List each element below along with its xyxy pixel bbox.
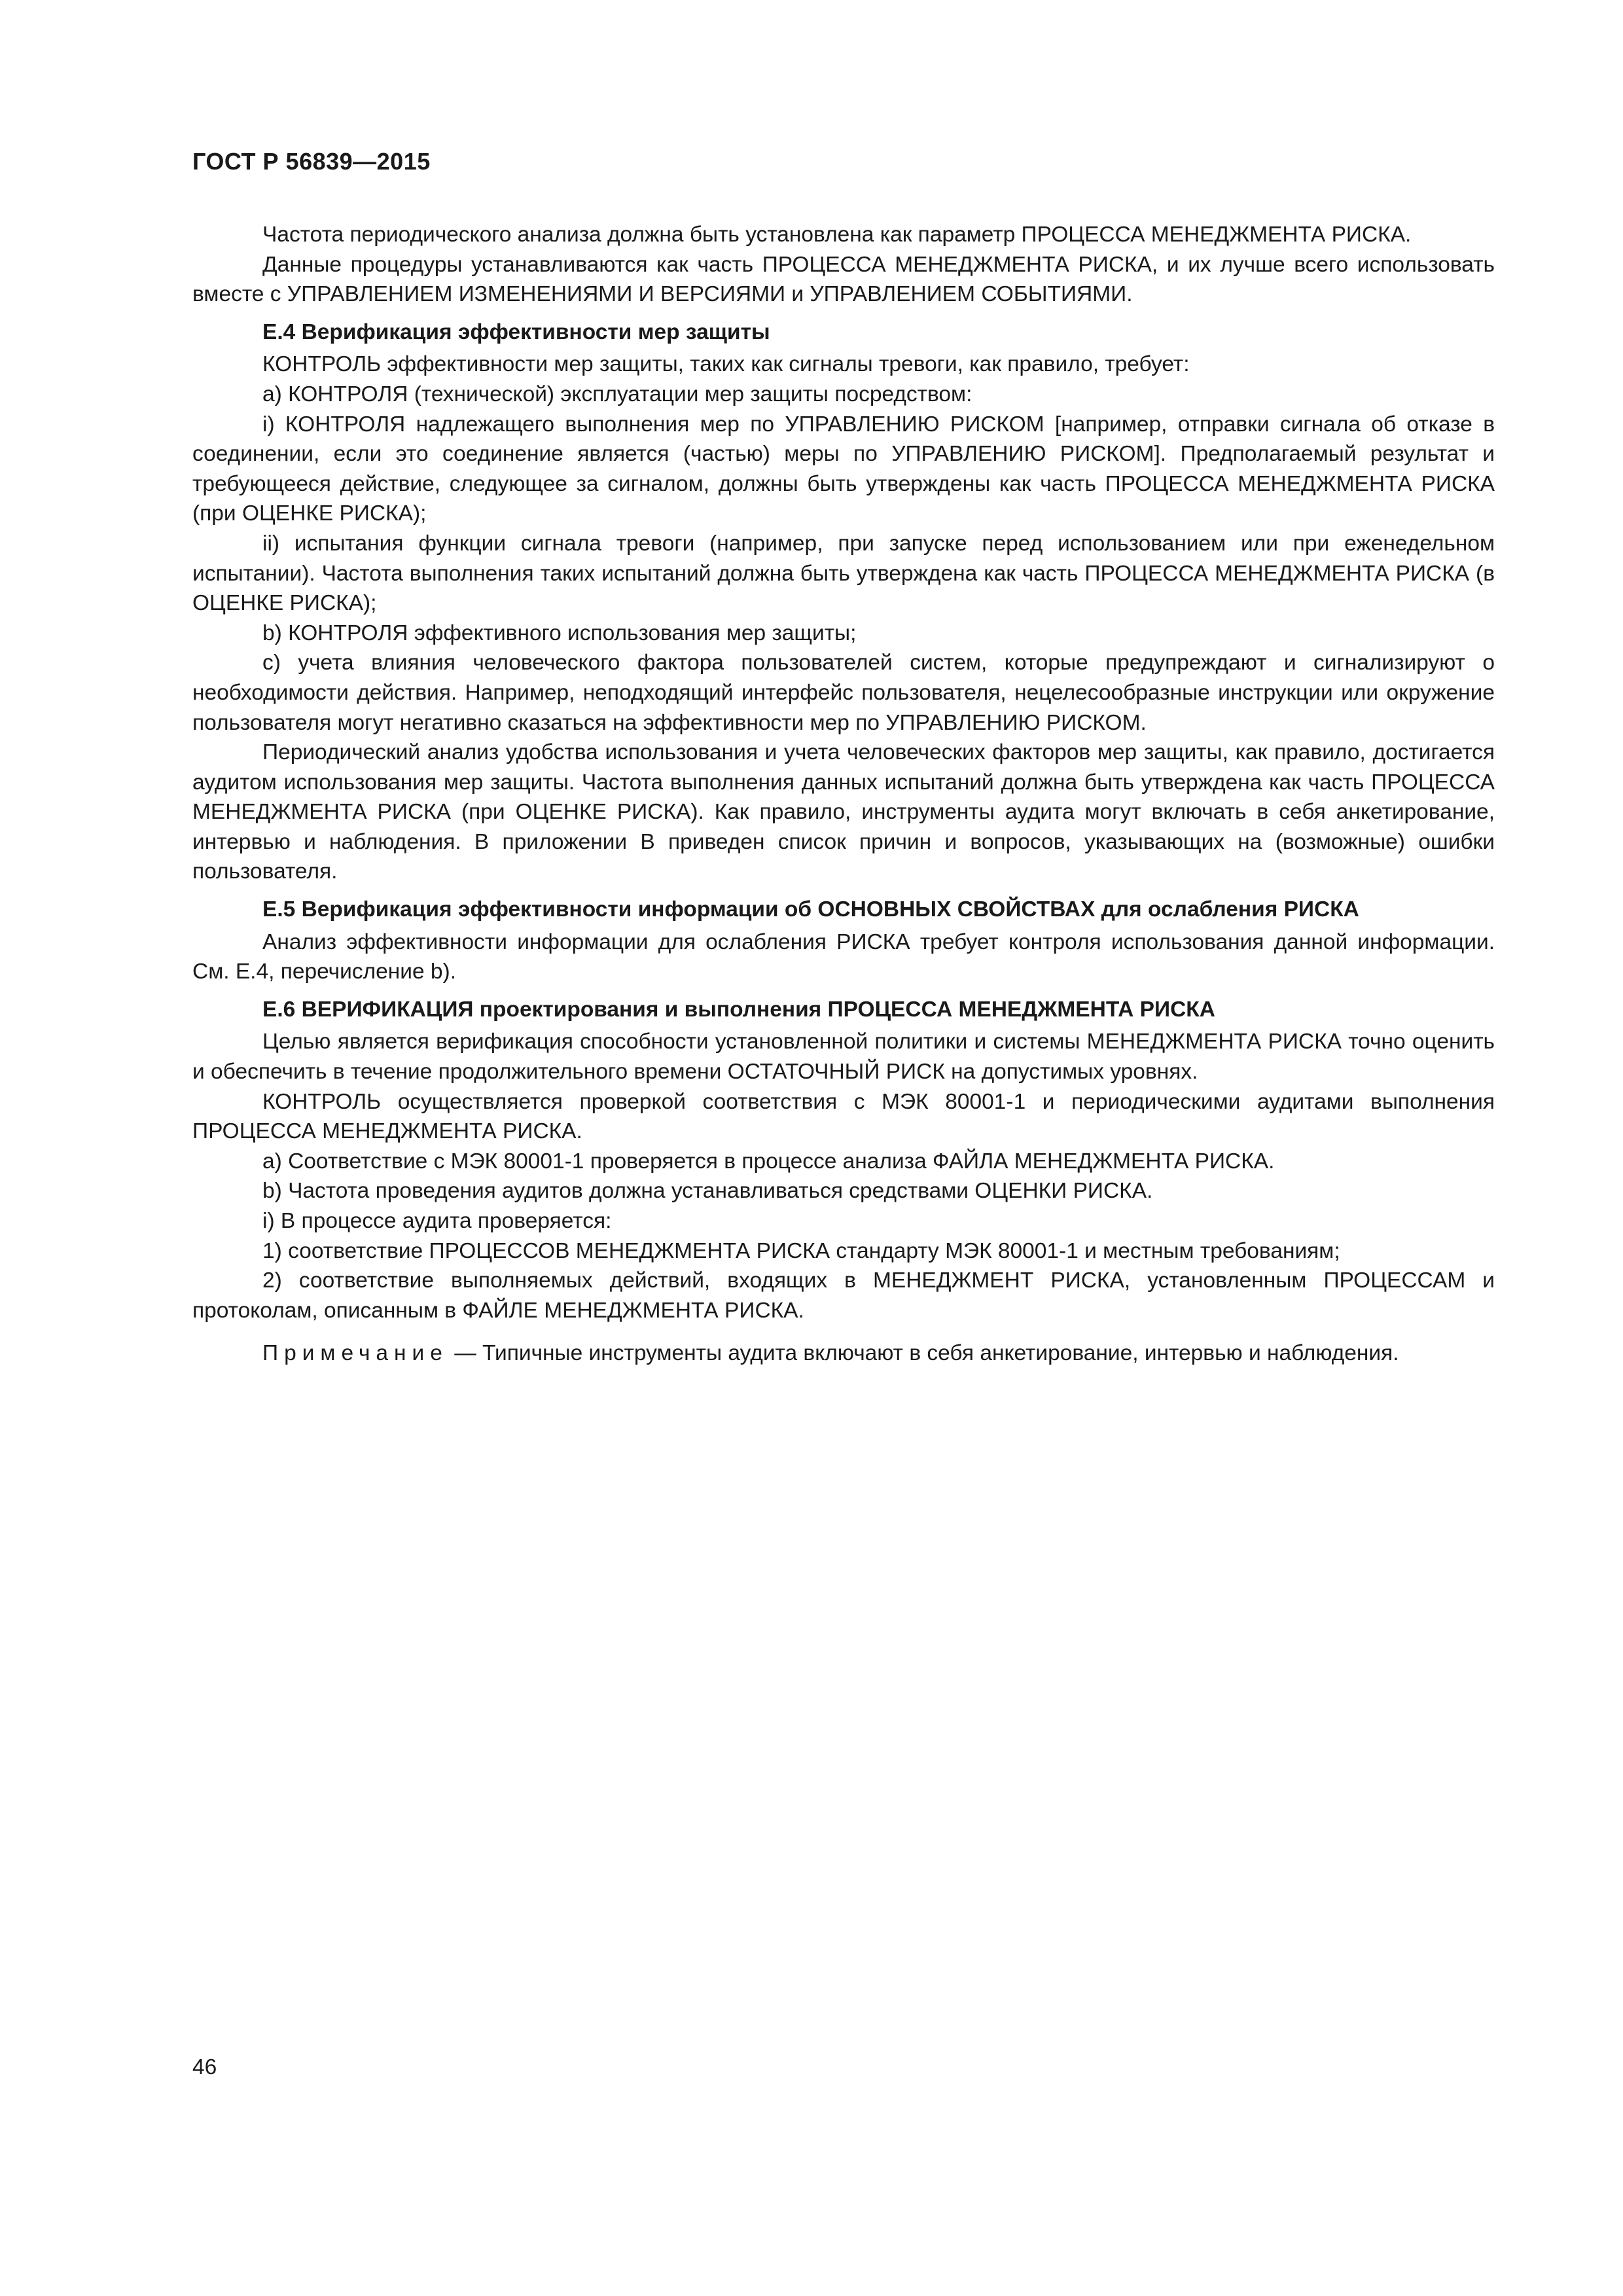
document-header: ГОСТ Р 56839—2015 xyxy=(192,148,431,175)
list-item: i) КОНТРОЛЯ надлежащего выполнения мер по УПРАВЛЕНИЮ РИСКОМ [например, отправки сигнала об отказе в соединении, если это соединение является (частью) меры по УПРАВЛЕНИЮ РИСКОМ]. Предполагаемый результат и требующееся действие, следующее за сигналом, должны быть утверждены как часть ПРОЦЕССА МЕНЕДЖМЕНТА РИСКА (при ОЦЕНКЕ РИСКА); xyxy=(192,412,1495,526)
note-text: — Типичные инструменты аудита включают в себя анкетирование, интервью и наблюдения. xyxy=(448,1341,1399,1366)
paragraph: Анализ эффективности информации для ослабления РИСКА требует контроля использования данной информации. См. Е.4, перечисление b). xyxy=(192,929,1495,984)
list-item: a) КОНТРОЛЯ (технической) эксплуатации мер защиты посредством: xyxy=(262,382,972,406)
list-item: a) Соответствие с МЭК 80001-1 проверяется в процессе анализа ФАЙЛА МЕНЕДЖМЕНТА РИСКА. xyxy=(262,1149,1275,1174)
list-item: b) КОНТРОЛЯ эффективного использования мер защиты; xyxy=(262,620,857,645)
section-heading-e6: Е.6 ВЕРИФИКАЦИЯ проектирования и выполнения ПРОЦЕССА МЕНЕДЖМЕНТА РИСКА xyxy=(262,997,1215,1022)
list-item: ii) испытания функции сигнала тревоги (например, при запуске перед использованием или при еженедельном испытании). Частота выполнения таких испытаний должна быть утверждена как часть ПРОЦЕССА МЕНЕДЖМЕНТА РИСКА (в ОЦЕНКЕ РИСКА); xyxy=(192,531,1495,616)
paragraph: Целью является верификация способности установленной политики и системы МЕНЕДЖМЕНТА РИСКА точно оценить и обеспечить в течение продолжительного времени ОСТАТОЧНЫЙ РИСК на допустимых уровнях. xyxy=(192,1030,1495,1085)
note xyxy=(192,1338,1495,1369)
paragraph: КОНТРОЛЬ эффективности мер защиты, таких как сигналы тревоги, как правило, требует: xyxy=(262,352,1190,377)
paragraph: КОНТРОЛЬ осуществляется проверкой соответствия с МЭК 80001-1 и периодическими аудитами выполнения ПРОЦЕССА МЕНЕДЖМЕНТА РИСКА. xyxy=(192,1089,1495,1144)
list-item: i) В процессе аудита проверяется: xyxy=(262,1209,612,1233)
page-number: 46 xyxy=(192,2055,217,2079)
list-item: b) Частота проведения аудитов должна устанавливаться средствами ОЦЕНКИ РИСКА. xyxy=(262,1179,1153,1204)
paragraph: Частота периодического анализа должна быть установлена как параметр ПРОЦЕССА МЕНЕДЖМЕНТА РИСКА. xyxy=(262,223,1412,247)
document-body xyxy=(192,220,1495,1369)
list-item: 1) соответствие ПРОЦЕССОВ МЕНЕДЖМЕНТА РИСКА стандарту МЭК 80001-1 и местным требованиям; xyxy=(262,1238,1340,1263)
paragraph: Периодический анализ удобства использования и учета человеческих факторов мер защиты, как правило, достигается аудитом использования мер защиты. Частота выполнения данных испытаний должна быть утверждена как часть ПРОЦЕССА МЕНЕДЖМЕНТА РИСКА (при ОЦЕНКЕ РИСКА). Как правило, инструменты аудита могут включать в себя анкетирование, интервью и наблюдения. В приложении B приведен список причин и вопросов, указывающих на (возможные) ошибки пользователя. xyxy=(192,740,1495,884)
section-heading-e5: Е.5 Верификация эффективности информации об ОСНОВНЫХ СВОЙСТВАХ для ослабления РИСКА xyxy=(262,897,1359,922)
paragraph: Данные процедуры устанавливаются как часть ПРОЦЕССА МЕНЕДЖМЕНТА РИСКА, и их лучше всего использовать вместе с УПРАВЛЕНИЕМ ИЗМЕНЕНИЯМИ И ВЕРСИЯМИ и УПРАВЛЕНИЕМ СОБЫТИЯМИ. xyxy=(192,252,1495,307)
note-label: Примечание xyxy=(262,1341,448,1366)
section-heading-e4: Е.4 Верификация эффективности мер защиты xyxy=(262,319,770,344)
list-item: 2) соответствие выполняемых действий, входящих в МЕНЕДЖМЕНТ РИСКА, установленным ПРОЦЕССАМ и протоколам, описанным в ФАЙЛЕ МЕНЕДЖМЕНТА РИСКА. xyxy=(192,1268,1495,1323)
list-item: c) учета влияния человеческого фактора пользователей систем, которые предупреждают и сигнализируют о необходимости действия. Например, неподходящий интерфейс пользователя, нецелесообразные инструкции или окружение пользователя могут негативно сказаться на эффективности мер по УПРАВЛЕНИЮ РИСКОМ. xyxy=(192,651,1495,735)
